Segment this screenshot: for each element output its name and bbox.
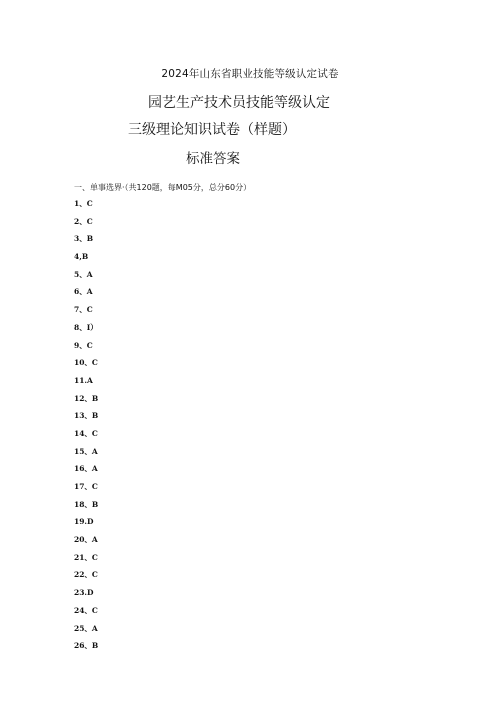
answer-item: 17、C	[74, 482, 98, 491]
answer-item: 2、C	[74, 216, 93, 226]
answer-item: 3、B	[74, 234, 94, 244]
answer-item: 20、A	[74, 535, 98, 545]
answer-item: 25、A	[74, 623, 98, 633]
answer-item: 16、A	[74, 464, 98, 474]
answer-item: 14、C	[74, 428, 98, 438]
answer-item: 15、A	[74, 446, 98, 456]
answer-key-title: 标准答案	[186, 151, 240, 167]
answer-item: 6、A	[74, 287, 93, 297]
answer-item: 5、A	[74, 269, 93, 279]
answer-item: 11.A	[74, 375, 93, 385]
answer-item: 7、C	[74, 305, 93, 315]
exam-title: 2024年山东省职业技能等级认定试卷	[161, 68, 339, 80]
answer-item: 26、B	[74, 641, 99, 651]
answer-item: 10、C	[74, 358, 98, 368]
answer-item: 9、C	[74, 340, 93, 350]
subject-title: 园艺生产技术员技能等级认定	[148, 95, 330, 111]
answer-item: 23.D	[74, 588, 94, 598]
answer-item: 19.D	[74, 517, 94, 527]
answer-item: 12、B	[74, 393, 99, 403]
answer-item: 24、C	[74, 605, 98, 615]
answer-item: 1、C	[74, 199, 93, 208]
answer-list	[74, 199, 98, 659]
section-heading: 一、单事选界·（共120题，每M05分，总分60分）	[74, 183, 252, 192]
paper-title: 三级理论知识试卷（样题）	[128, 122, 296, 138]
answer-item: 13、B	[74, 411, 99, 421]
answer-item: 8、I）	[74, 322, 98, 332]
answer-item: 22、C	[74, 570, 98, 580]
answer-item: 21、C	[74, 552, 98, 562]
answer-item: 18、B	[74, 499, 99, 509]
answer-item: 4,B	[74, 252, 89, 262]
